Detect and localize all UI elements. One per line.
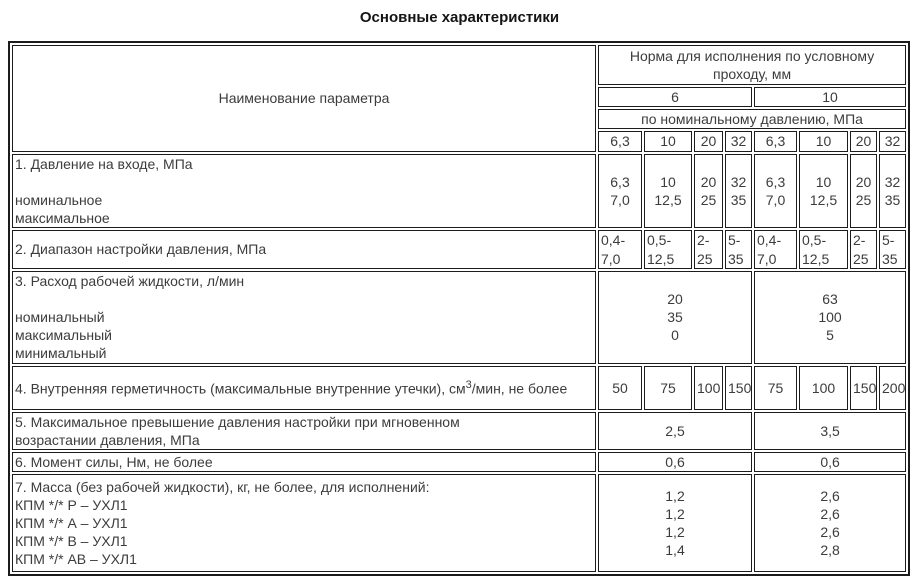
cell-line: [15, 173, 593, 191]
cell-line: 0,5-: [647, 232, 672, 249]
value-cell: 3,5: [754, 412, 906, 450]
cell-line: 25: [700, 191, 717, 208]
cell-text: /мин, не более: [471, 380, 568, 397]
pressure-units-header: по номинальному давлению, МПа: [598, 109, 906, 129]
cell-line: 7,0: [757, 250, 777, 267]
value-cell: 0,6: [754, 452, 906, 472]
cell-line: 12,5: [809, 191, 838, 208]
table-row: [12, 412, 906, 450]
value-cell: [598, 271, 752, 364]
value-cell: [725, 230, 752, 268]
param-label-cell: [12, 271, 596, 364]
cell-line: 35: [667, 309, 683, 326]
value-cell: 200: [879, 366, 906, 410]
param-label-cell: [12, 474, 596, 572]
pressure-value-header: 32: [725, 131, 752, 151]
value-cell: [754, 474, 906, 572]
cell-line: 100: [818, 309, 842, 326]
value-cell: 50: [598, 366, 642, 410]
cell-line: 35: [884, 191, 901, 208]
table-row: [12, 154, 906, 229]
cell-line: 7. Масса (без рабочей жидкости), кг, не более, для исполнений:: [15, 478, 430, 495]
cell-line: 5-: [882, 232, 895, 249]
cell-line: 10: [815, 173, 832, 190]
cell-line: 25: [853, 250, 869, 267]
cell-line: 5. Максимальное превышение давления настройки при мгновенном: [15, 413, 460, 430]
cell-line: 1,2: [665, 487, 685, 504]
cell-line: 12,5: [654, 191, 682, 208]
value-cell: 75: [754, 366, 797, 410]
pressure-value-header: 32: [879, 131, 906, 151]
header-row-norm: [12, 45, 906, 85]
cell-line: 63: [822, 290, 838, 307]
bore-group-header: 10: [754, 87, 906, 107]
cell-line: 2,6: [820, 487, 840, 504]
value-cell: [694, 154, 723, 229]
value-cell: [694, 230, 723, 268]
cell-line: 2-: [697, 232, 710, 249]
cell-line: 7,0: [601, 250, 621, 267]
page-title: Основные характеристики: [359, 9, 560, 26]
param-label-cell: 6. Момент силы, Нм, не более: [12, 452, 596, 472]
pressure-value-header: 6,3: [754, 131, 797, 151]
value-cell: [879, 154, 906, 229]
bore-group-header: 6: [598, 87, 752, 107]
cell-line: возрастании давления, МПа: [15, 431, 200, 448]
table-row: [12, 230, 906, 268]
cell-line: КПМ */* АВ – УХЛ1: [15, 551, 137, 568]
cell-line: КПМ */* А – УХЛ1: [15, 515, 128, 532]
table-row: [12, 271, 906, 364]
value-cell: 150: [725, 366, 752, 410]
cell-line: 35: [728, 250, 744, 267]
cell-line: 1,4: [665, 542, 685, 559]
cell-line: 7,0: [765, 191, 786, 208]
value-cell: [799, 230, 848, 268]
value-cell: [754, 230, 797, 268]
value-cell: [598, 474, 752, 572]
table-row: [12, 474, 906, 572]
cell-line: 1. Давление на входе, МПа: [15, 155, 193, 172]
value-cell: 0,6: [598, 452, 752, 472]
cell-line: 10: [660, 173, 676, 190]
value-cell: 100: [694, 366, 723, 410]
value-cell: 75: [644, 366, 692, 410]
cell-line: КПМ */* Р – УХЛ1: [15, 496, 128, 513]
pressure-value-header: 10: [644, 131, 692, 151]
value-cell: [850, 154, 877, 229]
cell-line: 7,0: [610, 191, 630, 208]
cell-line: 20: [700, 173, 717, 190]
cell-line: 25: [855, 191, 872, 208]
cell-line: 2-: [853, 232, 866, 249]
characteristics-table: [8, 41, 910, 576]
param-label-cell: [12, 412, 596, 450]
cell-line: 1,2: [665, 506, 685, 522]
cell-line: максимальный: [15, 327, 113, 344]
value-cell: [598, 230, 642, 268]
cell-line: 12,5: [802, 250, 830, 267]
value-cell: [879, 230, 906, 268]
pressure-value-header: 20: [694, 131, 723, 151]
cell-line: 32: [730, 173, 747, 190]
value-cell: 150: [850, 366, 877, 410]
table-row: [12, 452, 906, 472]
cell-line: 6,3: [765, 173, 786, 190]
cell-line: 0,4-: [601, 232, 626, 249]
value-cell: [754, 154, 797, 229]
value-cell: [850, 230, 877, 268]
cell-line: минимальный: [15, 345, 107, 362]
cell-line: номинальный: [15, 309, 105, 326]
cell-line: 2,8: [820, 542, 840, 559]
cell-text: 4. Внутренняя герметичность (максимальные внутренние утечки), см: [15, 380, 466, 397]
cell-line: 0,5-: [802, 232, 827, 249]
table-row: [12, 366, 906, 410]
cell-line: КПМ */* В – УХЛ1: [15, 533, 128, 550]
superscript: 3: [465, 378, 472, 391]
cell-line: 25: [697, 250, 713, 267]
cell-line: максимальное: [15, 210, 110, 227]
param-label-cell: [12, 366, 596, 410]
pressure-value-header: 20: [850, 131, 877, 151]
cell-line: 12,5: [647, 250, 675, 267]
param-name-header: Наименование параметра: [12, 45, 596, 152]
value-cell: [725, 154, 752, 229]
cell-line: 20: [667, 290, 683, 307]
cell-line: номинальное: [15, 191, 103, 208]
cell-line: [15, 290, 593, 308]
cell-line: 0: [671, 327, 679, 344]
value-cell: [754, 271, 906, 364]
pressure-value-header: 10: [799, 131, 848, 151]
value-cell: [644, 154, 692, 229]
cell-line: 1,2: [665, 524, 685, 541]
cell-line: 3. Расход рабочей жидкости, л/мин: [15, 272, 245, 289]
cell-line: 35: [730, 191, 747, 208]
cell-line: 32: [884, 173, 901, 190]
value-cell: 100: [799, 366, 848, 410]
param-label-cell: 2. Диапазон настройки давления, МПа: [12, 230, 596, 268]
cell-line: 5-: [728, 232, 741, 249]
cell-line: 2,6: [820, 524, 840, 541]
cell-line: 6,3: [610, 173, 630, 190]
cell-line: 2,6: [820, 506, 840, 522]
value-cell: [799, 154, 848, 229]
cell-line: 0,4-: [757, 232, 782, 249]
cell-line: 35: [882, 250, 898, 267]
value-cell: [644, 230, 692, 268]
cell-line: 5: [826, 327, 834, 344]
norm-header: Норма для исполнения по условному проходу, мм: [598, 45, 906, 85]
cell-line: 20: [855, 173, 872, 190]
value-cell: [598, 154, 642, 229]
pressure-value-header: 6,3: [598, 131, 642, 151]
param-label-cell: [12, 154, 596, 229]
value-cell: 2,5: [598, 412, 752, 450]
